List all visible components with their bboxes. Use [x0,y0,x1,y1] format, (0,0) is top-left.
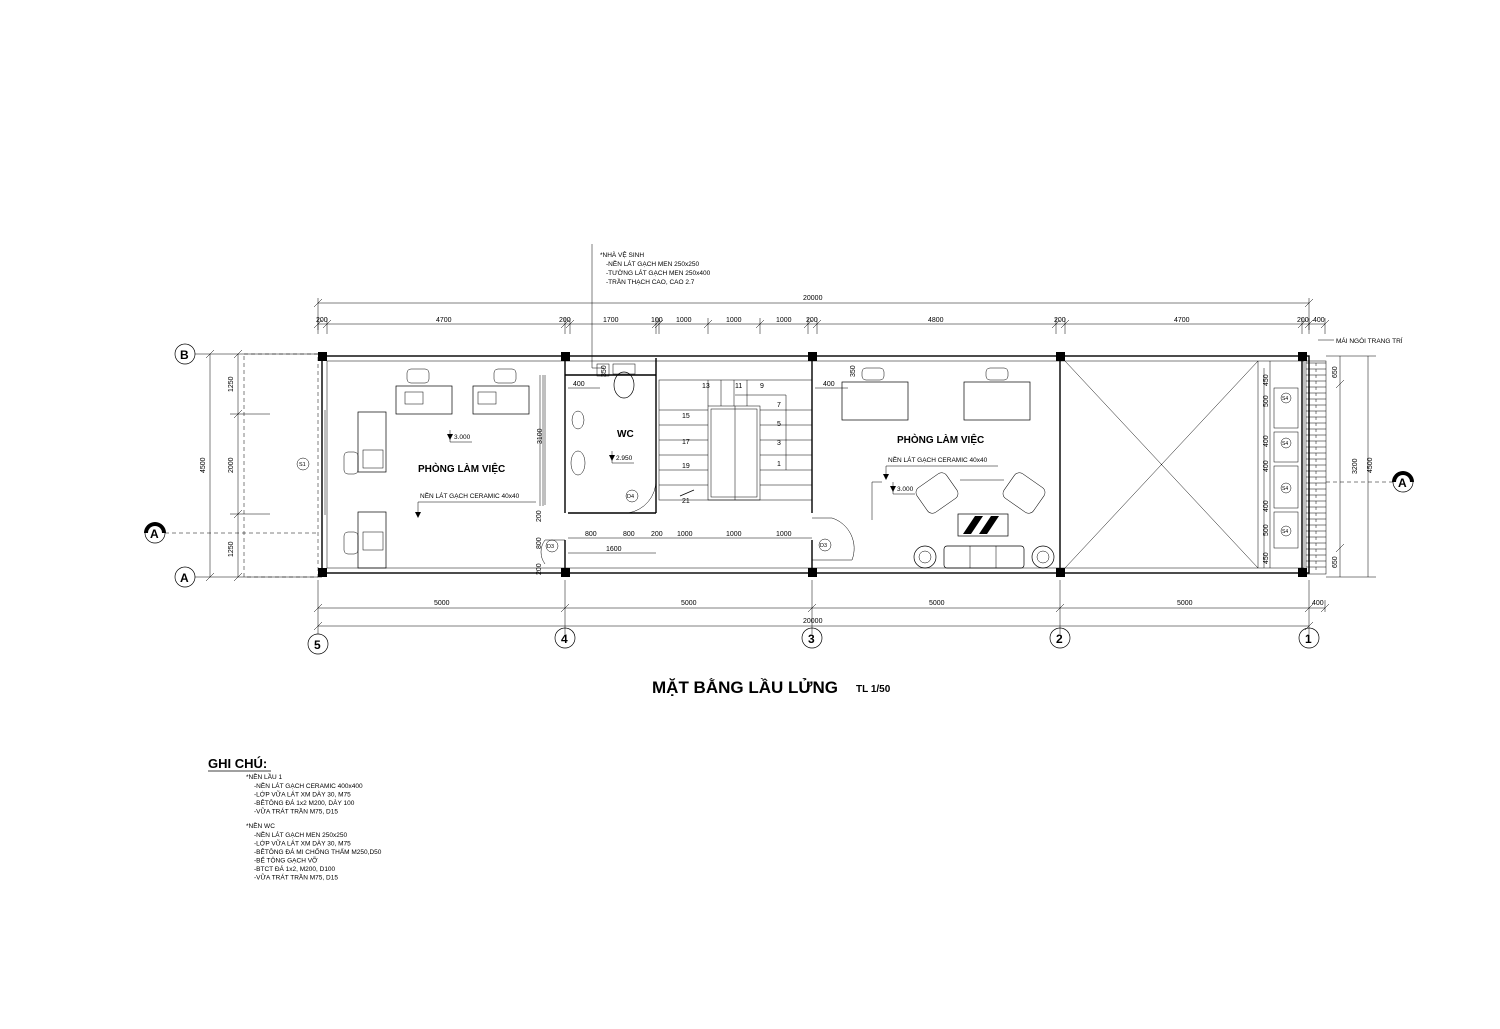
dim-label: 1700 [603,317,619,324]
dim-label: 200 [1054,317,1066,324]
dim-label: 1000 [726,317,742,324]
notes-line: -BÊTÔNG ĐÁ MI CHỐNG THẤM M250,D50 [254,849,382,856]
floor-note-left: NỀN LÁT GẠCH CERAMIC 40x40 [420,493,520,500]
level-wc: 2.950 [616,455,633,462]
wc-note-line: -TRẦN THẠCH CAO, CAO 2.7 [606,279,695,286]
stair-step-number: 11 [735,383,743,390]
drawing-title: MẶT BẰNG LẦU LỬNG [652,678,838,697]
staircase [659,380,812,505]
dim-bottom-wc: 1600 [606,546,622,553]
axis-label-1: 1 [1305,632,1312,646]
dim-right-fine: 400 [1263,435,1270,447]
section-label-left: A [150,527,159,541]
level-right: 3.000 [897,486,914,493]
dim-label: 200 [1297,317,1309,324]
dim-bottom: 5000 [1177,600,1193,607]
dim-bottom: 5000 [434,600,450,607]
dim-label: 400 [1313,317,1325,324]
stair-step-number: 15 [682,413,690,420]
notes-heading: GHI CHÚ: [208,756,268,771]
level-left: 3.000 [454,434,471,441]
dim-label: 1000 [676,317,692,324]
dim-bottom-inner: 800 [623,531,635,538]
notes-group-title: *NỀN WC [246,823,275,830]
dim-door-left: 200 [536,563,543,575]
dim-bottom: 5000 [929,600,945,607]
axis-label-a: A [180,571,189,585]
stair-step-number: 5 [777,421,781,428]
dim-left-inner: 1250 [228,376,235,392]
notes-line: -VỮA TRÁT TRẦN M75, D15 [254,874,338,882]
floor-note-right: NỀN LÁT GẠCH CERAMIC 40x40 [888,457,988,464]
dim-overall-bottom: 20000 [803,618,823,625]
stair-step-number: 13 [702,383,710,390]
room-label-wc: WC [617,429,634,440]
door-tag-d4: D4 [627,494,635,500]
window-tag-s4: S4 [1282,396,1289,402]
dim-right-fine: 400 [1263,500,1270,512]
dim-label: 200 [806,317,818,324]
dim-door-left: 800 [536,537,543,549]
dim-left-inner: 1250 [228,541,235,557]
stair-step-number: 7 [777,402,781,409]
axis-label-b: B [180,348,189,362]
notes-line: -LỚP VỮA LÁT XM DÀY 30, M75 [254,791,351,799]
axis-label-5: 5 [314,638,321,652]
dim-bottom: 5000 [681,600,697,607]
stair-step-number: 1 [777,461,781,468]
axis-label-2: 2 [1056,632,1063,646]
dim-label: 4700 [1174,317,1190,324]
dim-right-fine: 450 [1263,552,1270,564]
dim-right-fine: 500 [1263,395,1270,407]
dim-right-fine: 500 [1263,524,1270,536]
void-area [1065,336,1403,574]
dim-left-outer: 4500 [200,457,207,473]
dim-bottom-inner: 800 [585,531,597,538]
doors [297,458,854,564]
drawing-scale: TL 1/50 [856,684,891,695]
window-tag-s4: S4 [1282,441,1289,447]
bottom-dimensions [308,580,1329,654]
dim-right-inner: 650 [1332,366,1339,378]
notes-line: -NỀN LÁT GẠCH CERAMIC 400x400 [254,783,363,790]
axis-label-4: 4 [561,632,568,646]
dim-right-inner: 650 [1332,556,1339,568]
dim-right-mid: 3200 [1352,458,1359,474]
dim-label: 200 [559,317,571,324]
stair-step-number: 9 [760,383,764,390]
stair-step-number: 21 [682,498,690,505]
dim-bottom-inner: 200 [651,531,663,538]
wc-note-heading: *NHÀ VỆ SINH [600,252,645,259]
notes-group-title: *NỀN LẦU 1 [246,774,283,781]
notes-list [246,771,382,882]
right-office-furniture [842,368,1054,568]
window-tag-s1: S1 [299,462,306,468]
dim-door-left: 200 [536,510,543,522]
dim-label: 4700 [436,317,452,324]
axis-label-3: 3 [808,632,815,646]
dim-wc-top: 400 [573,381,585,388]
window-tag-s4: S4 [1282,486,1289,492]
dim-right-fine: 450 [1263,374,1270,386]
dim-bottom-inner: 1000 [726,531,742,538]
dim-bottom-inner: 1000 [776,531,792,538]
dim-right-outer: 4500 [1367,457,1374,473]
notes-line: -BÊTÔNG ĐÁ 1x2 M200, DÀY 100 [254,800,355,807]
top-dimensions [314,295,1329,334]
door-tag-d3: D3 [547,544,555,550]
dim-label: 1000 [776,317,792,324]
level-markers [447,430,915,494]
dim-office-right-side: 350 [850,365,857,377]
stair-step-number: 19 [682,463,690,470]
dim-bottom: 400 [1312,600,1324,607]
dim-label: 4800 [928,317,944,324]
room-label-office-right: PHÒNG LÀM VIỆC [897,435,985,446]
room-label-office-left: PHÒNG LÀM VIỆC [418,464,506,475]
dim-overall-top: 20000 [803,295,823,302]
section-label-right: A [1398,476,1407,490]
notes-line: -NỀN LÁT GẠCH MEN 250x250 [254,832,348,839]
dim-right-fine: 400 [1263,460,1270,472]
s4-windows [1274,388,1298,548]
notes-line: -VỮA TRÁT TRẦN M75, D15 [254,808,338,816]
door-tag-d3: D3 [820,543,828,549]
stair-step-number: 17 [682,439,690,446]
dim-office-right-top: 400 [823,381,835,388]
window-tag-s4: S4 [1282,529,1289,535]
dim-label: 100 [651,317,663,324]
notes-line: -BTCT ĐÁ 1x2, M200, D100 [254,866,336,873]
dim-wc-side: 350 [601,365,608,377]
roof-label: MÁI NGÓI TRANG TRÍ [1336,338,1403,345]
dim-label: 200 [316,317,328,324]
wc-note-line: -TƯỜNG LÁT GẠCH MEN 250x400 [606,270,711,277]
dim-wc-height: 3100 [537,428,544,444]
stair-step-number: 3 [777,440,781,447]
notes-line: -BỂ TÔNG GẠCH VỠ [254,857,318,865]
right-dimensions [1263,356,1376,577]
dim-bottom-inner: 1000 [677,531,693,538]
notes-line: -LỚP VỮA LÁT XM DÀY 30, M75 [254,840,351,848]
wc-note-line: -NỀN LÁT GẠCH MEN 250x250 [606,261,700,268]
dim-left-inner: 2000 [228,457,235,473]
